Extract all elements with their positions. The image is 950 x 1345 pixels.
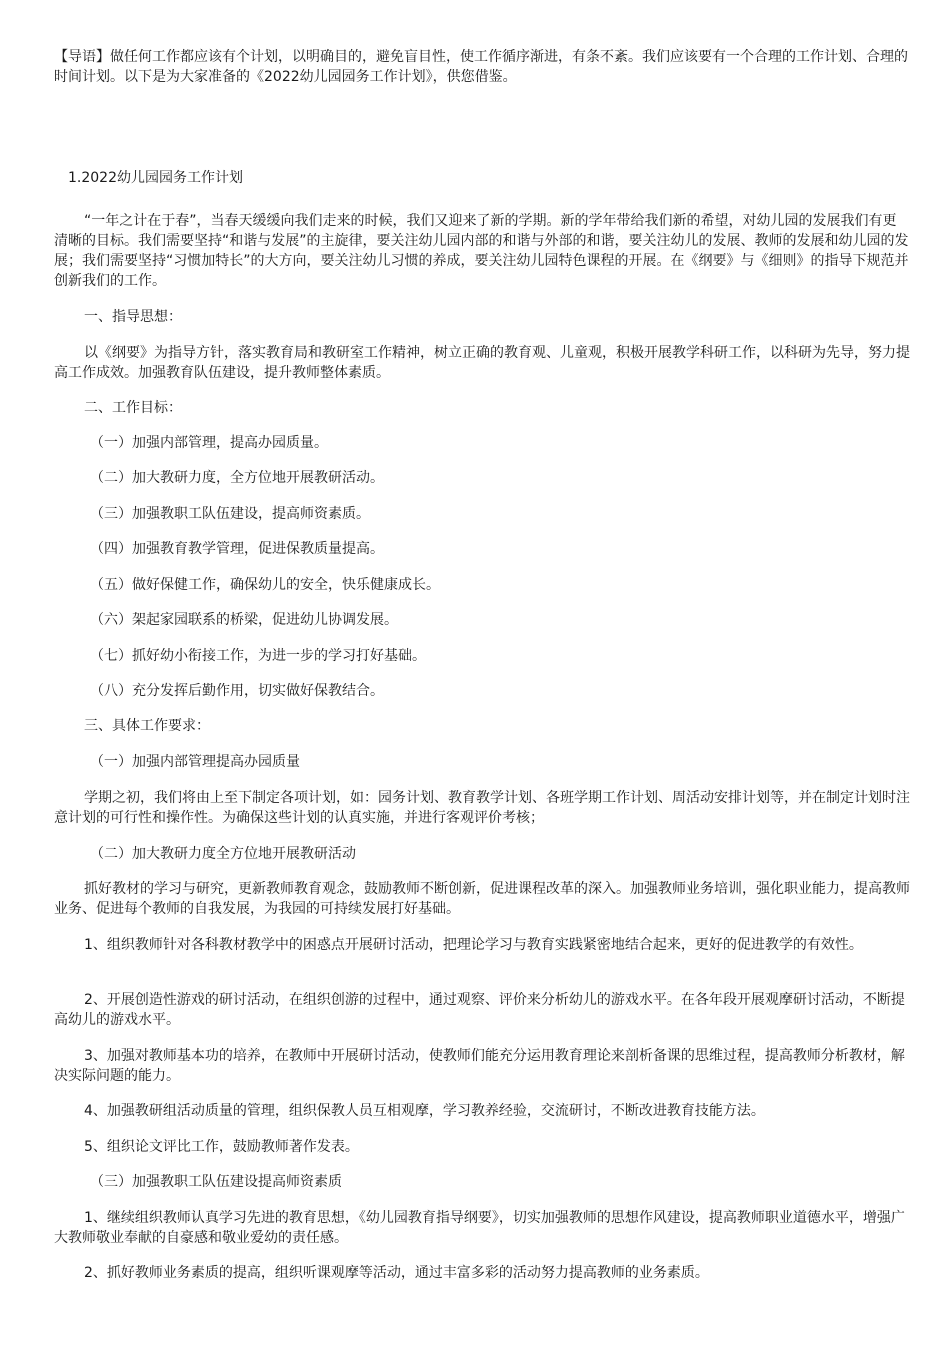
document-heading: 1.2022幼儿园园务工作计划 <box>68 170 243 186</box>
list-item: 2、开展创造性游戏的研讨活动，在组织创游的过程中，通过观察、评价来分析幼儿的游戏水平。在各年段开展观摩研讨活动，不断提高幼儿的游戏水平。 <box>54 992 905 1028</box>
list-item: 5、组织论文评比工作，鼓励教师著作发表。 <box>84 1139 359 1155</box>
goal-item: （八）充分发挥后勤作用，切实做好保教结合。 <box>90 683 384 699</box>
section-title: 一、指导思想： <box>84 309 182 325</box>
section-paragraph: 抓好教材的学习与研究，更新教师教育观念，鼓励教师不断创新，促进课程改革的深入。加强教师业务培训，强化职业能力，提高教师业务、促进每个教师的自我发展，为我园的可持续发展打好基础。 <box>54 881 910 917</box>
section-title: 三、具体工作要求： <box>84 718 210 734</box>
goal-item: （三）加强教职工队伍建设，提高师资素质。 <box>90 506 370 522</box>
list-item: 1、组织教师针对各科教材教学中的困惑点开展研讨活动，把理论学习与教育实践紧密地结合起来，更好的促进教学的有效性。 <box>84 937 863 953</box>
opening-paragraph: “一年之计在于春”，当春天缓缓向我们走来的时候，我们又迎来了新的学期。新的学年带给我们新的希望，对幼儿园的发展我们有更清晰的目标。我们需要坚持“和谐与发展”的主旋律，要关注幼儿园内部的和谐与外部的和谐，要关注幼儿的发展、教师的发展和幼儿园的发展；我们需要坚持“习惯加特长”的大方向，要关注幼儿习惯的养成，要关注幼儿园特色课程的开展。在《纲要》与《细则》的指导下规范并创新我们的工作。 <box>54 213 909 289</box>
goal-item: （五）做好保健工作，确保幼儿的安全，快乐健康成长。 <box>90 577 440 593</box>
subsection-title: （二）加大教研力度全方位地开展教研活动 <box>90 846 356 862</box>
goal-item: （四）加强教育教学管理，促进保教质量提高。 <box>90 541 384 557</box>
subsection-title: （一）加强内部管理提高办园质量 <box>90 754 300 770</box>
section-paragraph: 以《纲要》为指导方针，落实教育局和教研室工作精神，树立正确的教育观、儿童观，积极开展教学科研工作，以科研为先导，努力提高工作成效。加强教育队伍建设，提升教师整体素质。 <box>54 345 910 381</box>
list-item: 3、加强对教师基本功的培养，在教师中开展研讨活动，使教师们能充分运用教育理论来剖析备课的思维过程，提高教师分析教材，解决实际问题的能力。 <box>54 1048 905 1084</box>
section-title: 二、工作目标： <box>84 400 182 416</box>
goal-item: （二）加大教研力度，全方位地开展教研活动。 <box>90 470 384 486</box>
goal-item: （六）架起家园联系的桥梁，促进幼儿协调发展。 <box>90 612 398 628</box>
subsection-title: （三）加强教职工队伍建设提高师资素质 <box>90 1174 342 1190</box>
list-item: 4、加强教研组活动质量的管理，组织保教人员互相观摩，学习教养经验，交流研讨，不断改进教育技能方法。 <box>84 1103 765 1119</box>
intro-paragraph: 【导语】做任何工作都应该有个计划，以明确目的，避免盲目性，使工作循序渐进，有条不紊。我们应该要有一个合理的工作计划、合理的时间计划。以下是为大家准备的《2022幼儿园园务工作计划》，供您借鉴。 <box>54 49 908 85</box>
list-item: 1、继续组织教师认真学习先进的教育思想，《幼儿园教育指导纲要》，切实加强教师的思想作风建设，提高教师职业道德水平，增强广大教师敬业奉献的自豪感和敬业爱幼的责任感。 <box>54 1210 905 1246</box>
list-item: 2、抓好教师业务素质的提高，组织听课观摩等活动，通过丰富多彩的活动努力提高教师的业务素质。 <box>84 1265 709 1281</box>
goal-item: （一）加强内部管理，提高办园质量。 <box>90 435 328 451</box>
section-paragraph: 学期之初，我们将由上至下制定各项计划，如：园务计划、教育教学计划、各班学期工作计划、周活动安排计划等，并在制定计划时注意计划的可行性和操作性。为确保这些计划的认真实施，并进行客观评价考核； <box>54 790 910 826</box>
goal-item: （七）抓好幼小衔接工作，为进一步的学习打好基础。 <box>90 648 426 664</box>
